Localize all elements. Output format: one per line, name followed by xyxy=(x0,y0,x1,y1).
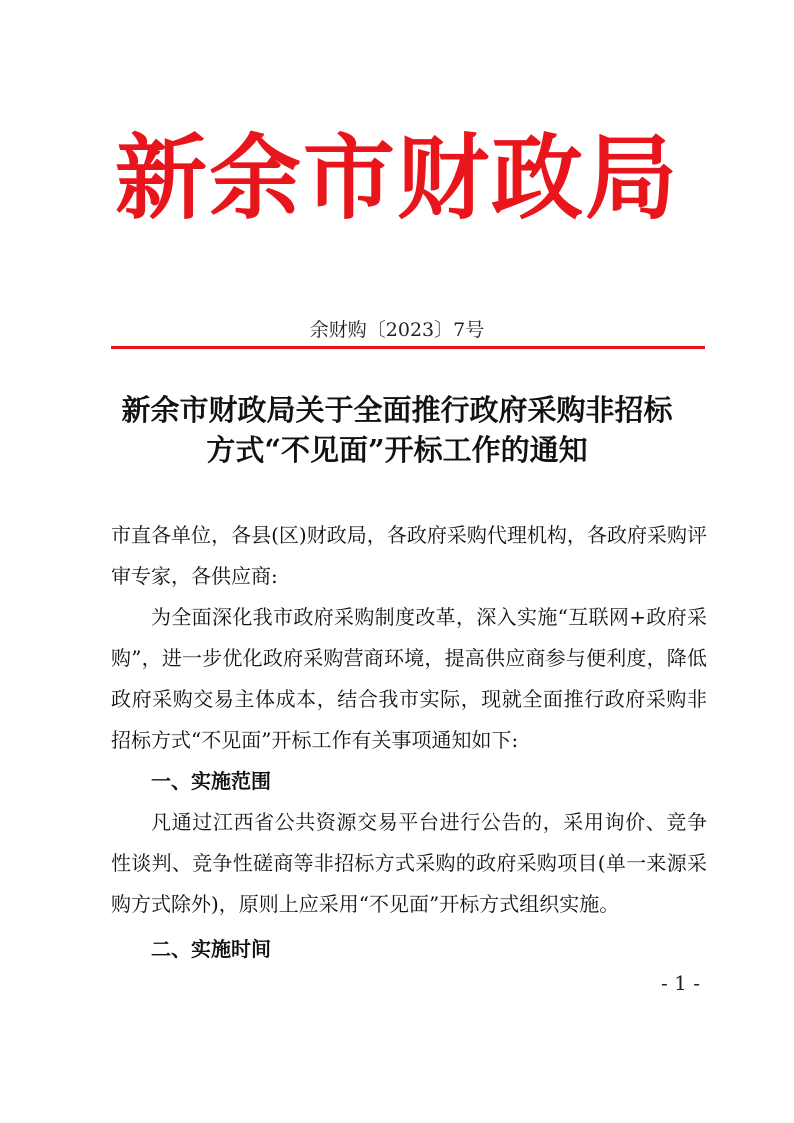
intro-paragraph: 为全面深化我市政府采购制度改革，深入实施“互联网+政府采购”，进一步优化政府采购营商环境，提高供应商参与便利度，降低政府采购交易主体成本，结合我市实际，现就全面推行政府采购非招标方式“不见面”开标工作有关事项通知如下: xyxy=(111,605,707,752)
section-2-heading: 二、实施时间 xyxy=(151,937,271,961)
masthead-title: 新余市财政局 xyxy=(114,124,679,232)
section-1-paragraph: 凡通过江西省公共资源交易平台进行公告的，采用询价、竞争性谈判、竞争性磋商等非招标方式采购的政府采购项目(单一来源采购方式除外)，原则上应采用“不见面”开标方式组织实施。 xyxy=(111,810,707,916)
page-number: - 1 - xyxy=(661,971,700,995)
document-title xyxy=(0,390,794,470)
salutation: 市直各单位，各县(区)财政局，各政府采购代理机构，各政府采购评审专家，各供应商: xyxy=(111,523,707,588)
section-1-heading: 一、实施范围 xyxy=(151,769,271,793)
red-divider-line xyxy=(111,346,705,349)
document-body xyxy=(111,515,707,970)
title-line-2: 方式“不见面”开标工作的通知 xyxy=(206,433,588,467)
document-number: 余财购〔2023〕7号 xyxy=(309,319,485,341)
title-line-1: 新余市财政局关于全面推行政府采购非招标 xyxy=(121,393,673,427)
